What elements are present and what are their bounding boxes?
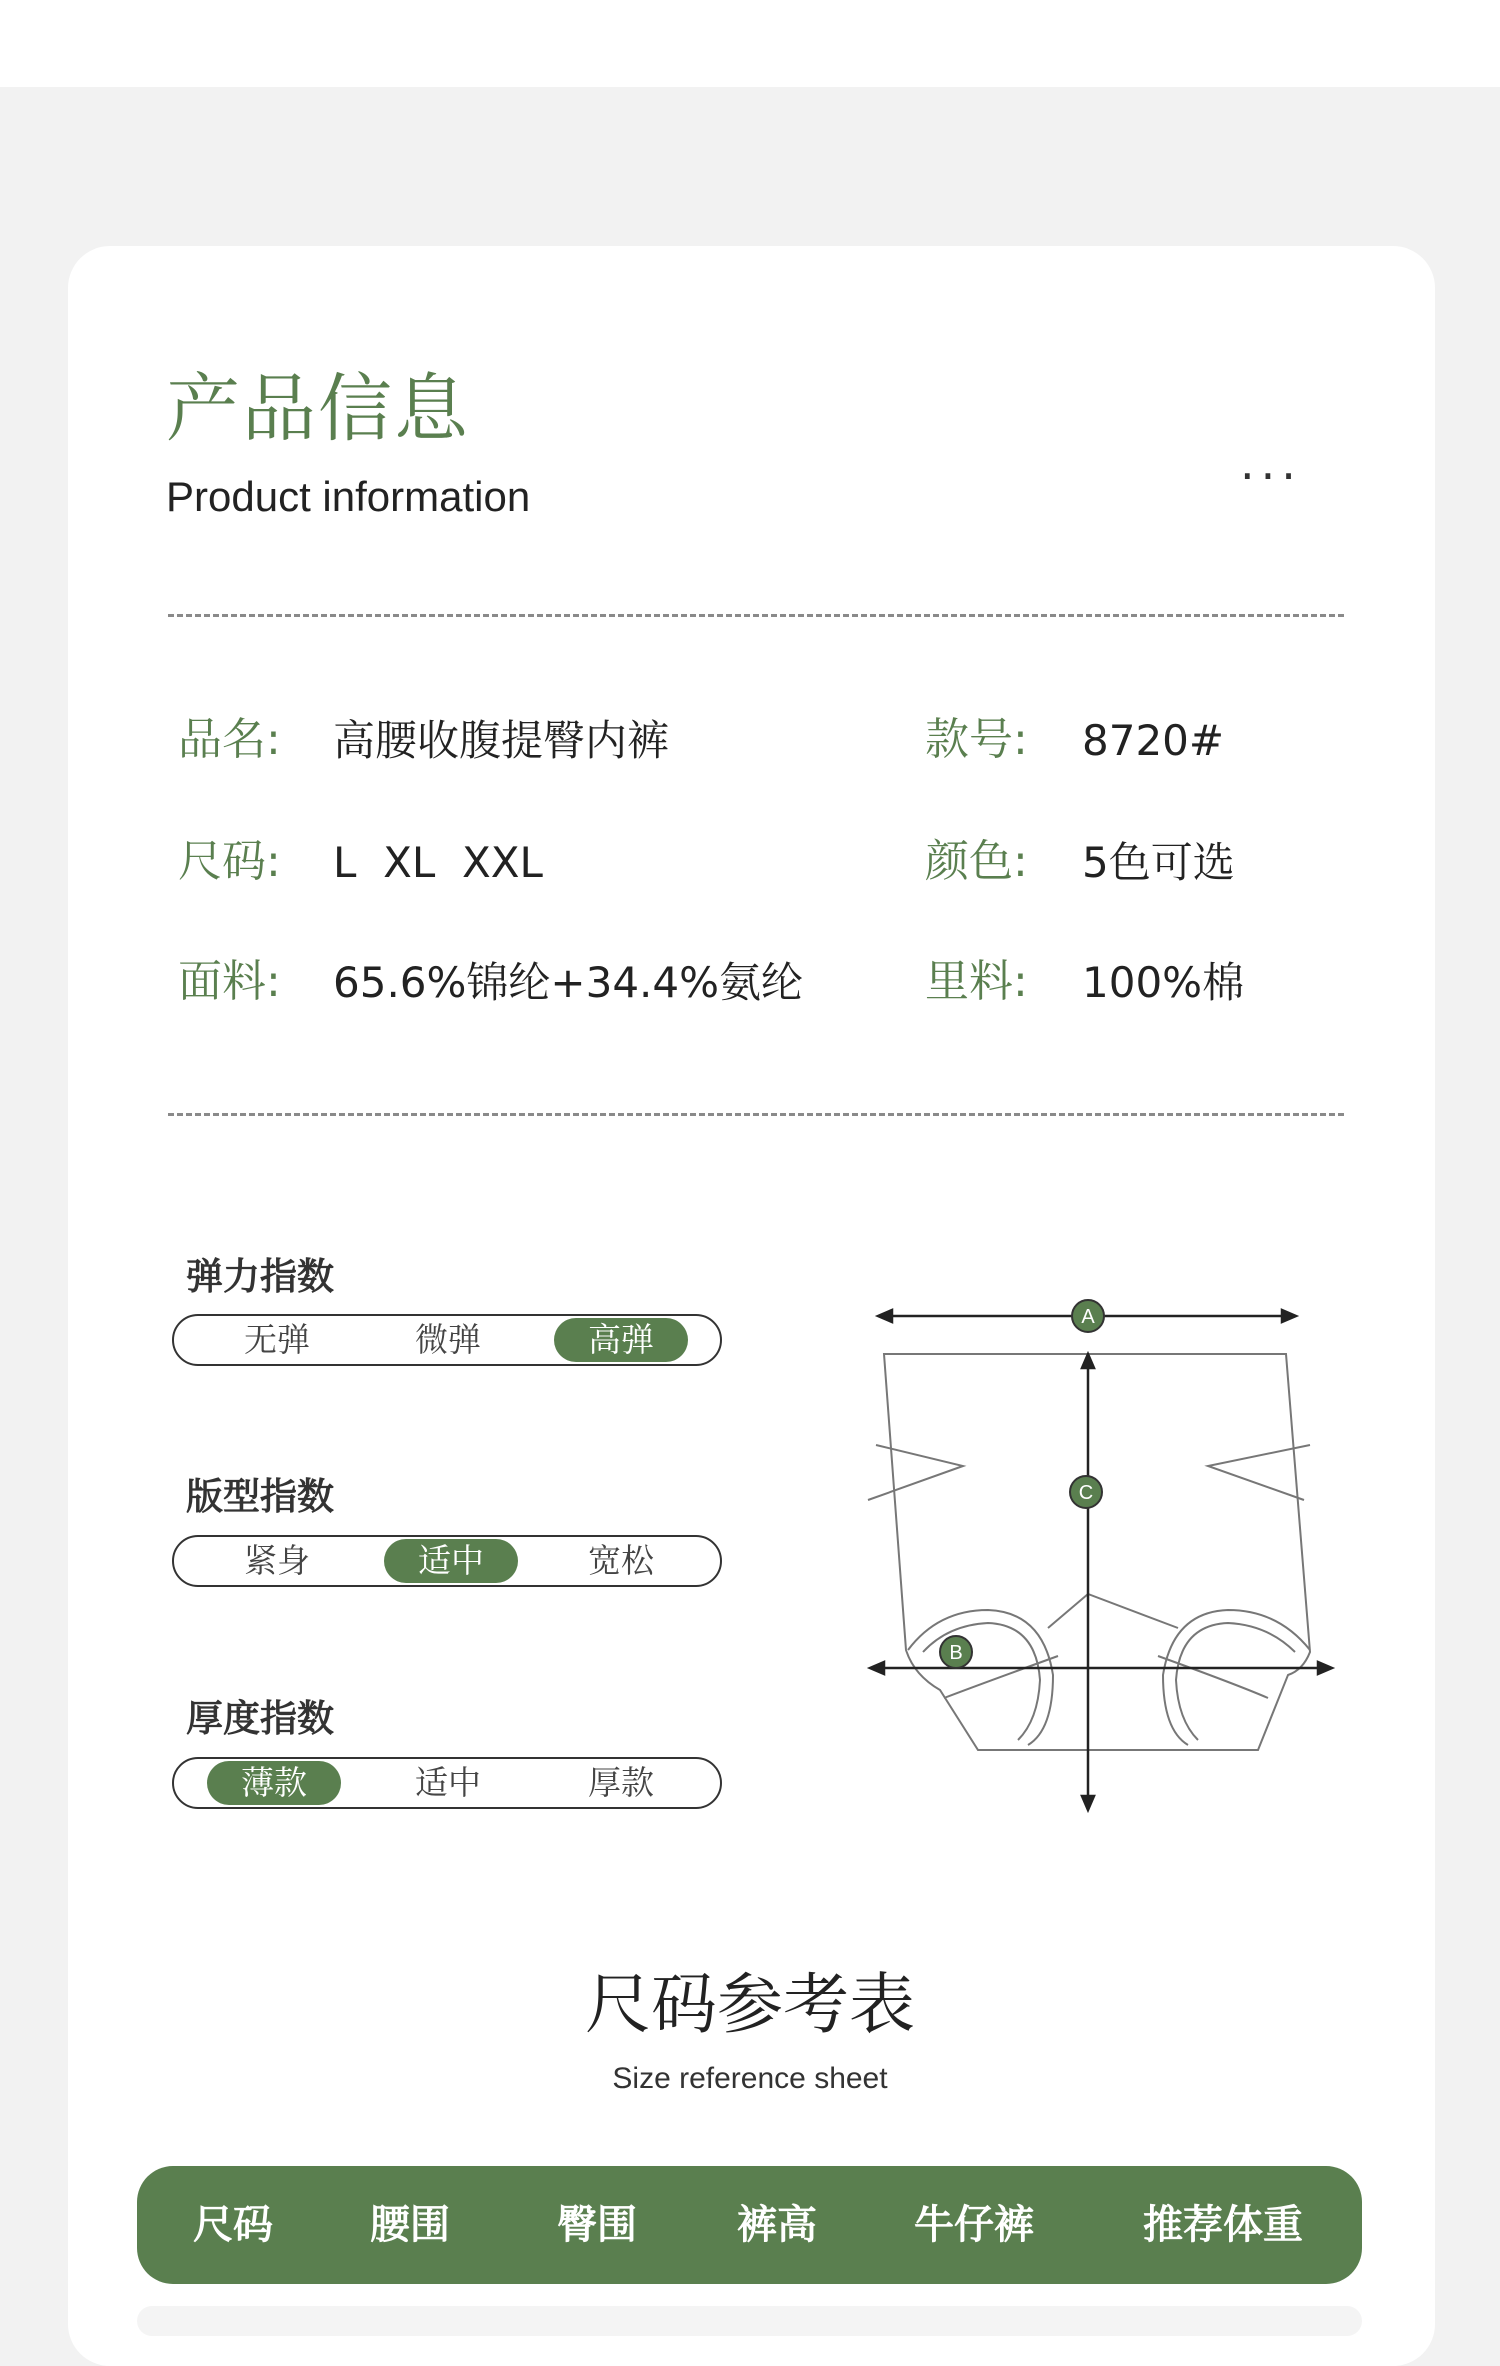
color-value: 5色可选 bbox=[1082, 838, 1235, 887]
table-row bbox=[137, 2306, 1362, 2336]
elasticity-option-high-selected: 高弹 bbox=[554, 1318, 688, 1362]
fit-option-regular-selected: 适中 bbox=[384, 1539, 518, 1583]
arrow-c-bottom bbox=[1082, 1796, 1094, 1810]
divider-top bbox=[168, 614, 1344, 617]
thickness-option-thin-selected: 薄款 bbox=[207, 1761, 341, 1805]
size-value: L XL XXL bbox=[333, 838, 543, 887]
style-value: 8720# bbox=[1082, 716, 1225, 765]
marker-c bbox=[1070, 1476, 1102, 1508]
marker-a-label: A bbox=[1081, 1306, 1095, 1328]
style-label: 款号: bbox=[925, 714, 1028, 765]
arrow-a-right bbox=[1282, 1310, 1296, 1322]
size-sheet-title: 尺码参考表 bbox=[585, 1966, 915, 2043]
column-header-jeans: 牛仔裤 bbox=[914, 2202, 1034, 2248]
name-value: 高腰收腹提臀内裤 bbox=[333, 716, 670, 765]
size-sheet-subtitle: Size reference sheet bbox=[612, 2062, 888, 2095]
crotch-panel bbox=[1048, 1594, 1178, 1628]
column-header-size: 尺码 bbox=[193, 2202, 273, 2248]
fit-scale bbox=[172, 1535, 722, 1587]
thickness-option-medium: 适中 bbox=[415, 1763, 481, 1802]
fit-index-title: 版型指数 bbox=[186, 1475, 334, 1518]
section-subtitle: Product information bbox=[166, 473, 531, 520]
more-icon[interactable]: ... bbox=[1240, 436, 1302, 490]
lining-label: 里料: bbox=[925, 956, 1028, 1007]
left-leg-opening-inner bbox=[923, 1623, 1040, 1740]
left-dart bbox=[868, 1445, 963, 1500]
fit-option-tight: 紧身 bbox=[244, 1541, 310, 1580]
underwear-measurement-diagram bbox=[848, 1290, 1338, 1820]
lining-value: 100%棉 bbox=[1082, 958, 1245, 1007]
top-bar bbox=[0, 0, 1500, 87]
arrow-b-right bbox=[1318, 1662, 1332, 1674]
thickness-scale bbox=[172, 1757, 722, 1809]
left-leg-opening-outer bbox=[908, 1610, 1053, 1745]
color-label: 颜色: bbox=[925, 836, 1028, 887]
size-label: 尺码: bbox=[178, 836, 281, 887]
elasticity-option-slight: 微弹 bbox=[415, 1320, 481, 1359]
marker-c-label: C bbox=[1078, 1482, 1094, 1504]
marker-a bbox=[1072, 1300, 1104, 1332]
marker-b-label: B bbox=[949, 1642, 963, 1664]
arrow-a-left bbox=[878, 1310, 892, 1322]
thickness-index-title: 厚度指数 bbox=[186, 1697, 334, 1740]
fabric-value: 65.6%锦纶+34.4%氨纶 bbox=[333, 958, 804, 1007]
name-label: 品名: bbox=[178, 714, 281, 765]
fabric-label: 面料: bbox=[178, 956, 281, 1007]
fit-option-loose: 宽松 bbox=[588, 1541, 654, 1580]
underwear-outline bbox=[884, 1354, 1310, 1750]
arrow-c-top bbox=[1082, 1354, 1094, 1368]
right-seam bbox=[1158, 1656, 1268, 1698]
divider-bottom bbox=[168, 1113, 1344, 1116]
elasticity-scale bbox=[172, 1314, 722, 1366]
right-leg-opening-inner bbox=[1176, 1623, 1295, 1740]
size-table-header bbox=[137, 2166, 1362, 2284]
column-header-weight: 推荐体重 bbox=[1143, 2202, 1303, 2248]
column-header-waist: 腰围 bbox=[370, 2202, 450, 2248]
column-header-hip: 臀围 bbox=[557, 2202, 637, 2248]
arrow-b-left bbox=[870, 1662, 884, 1674]
marker-b bbox=[940, 1636, 972, 1668]
elasticity-index-title: 弹力指数 bbox=[186, 1255, 334, 1298]
thickness-option-thick: 厚款 bbox=[588, 1763, 654, 1802]
section-title: 产品信息 bbox=[166, 366, 470, 452]
column-header-rise: 裤高 bbox=[737, 2202, 817, 2248]
elasticity-option-none: 无弹 bbox=[244, 1320, 310, 1359]
